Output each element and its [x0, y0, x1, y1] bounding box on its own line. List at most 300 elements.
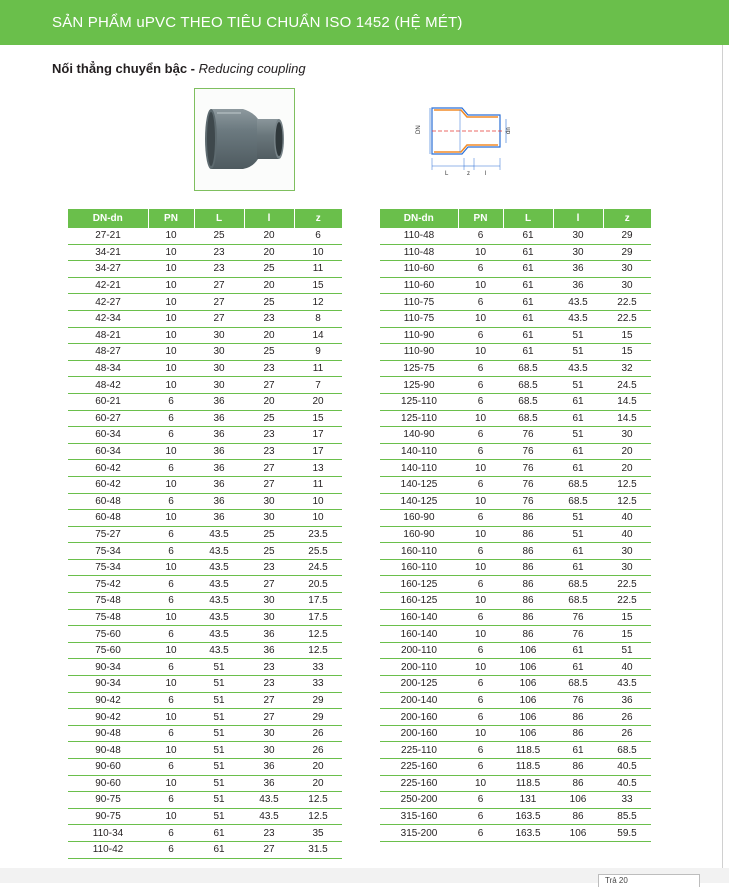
- cell-l: 43.5: [244, 808, 294, 825]
- cell-l: 86: [553, 725, 603, 742]
- cell-dn-dn: 110-48: [380, 244, 458, 261]
- cell-pn: 6: [148, 526, 194, 543]
- cell-l: 36: [553, 277, 603, 294]
- table-row: [68, 393, 342, 410]
- cell-l: 30: [244, 609, 294, 626]
- table-row: [380, 244, 651, 261]
- cell-l: 30: [244, 593, 294, 610]
- table-row: [380, 360, 651, 377]
- cell-pn: 6: [458, 742, 503, 759]
- cell-l: 106: [553, 825, 603, 842]
- cell-pn: 6: [148, 543, 194, 560]
- cell-dn-dn: 160-90: [380, 510, 458, 527]
- cell-z: 43.5: [603, 676, 651, 693]
- cell-L: 36: [194, 443, 244, 460]
- table-row: [68, 377, 342, 394]
- cell-z: 40.5: [603, 775, 651, 792]
- cell-l: 43.5: [553, 360, 603, 377]
- cell-l: 27: [244, 709, 294, 726]
- cell-pn: 10: [148, 310, 194, 327]
- cell-L: 76: [503, 476, 553, 493]
- cell-z: 15: [294, 277, 342, 294]
- cell-z: 12.5: [603, 476, 651, 493]
- cell-dn-dn: 225-160: [380, 775, 458, 792]
- table-row: [380, 327, 651, 344]
- cell-z: 20.5: [294, 576, 342, 593]
- table-row: [380, 759, 651, 776]
- cell-dn-dn: 110-75: [380, 310, 458, 327]
- cell-l: 51: [553, 344, 603, 361]
- cell-l: 20: [244, 228, 294, 244]
- table-row: [380, 493, 651, 510]
- cell-L: 86: [503, 543, 553, 560]
- cell-pn: 10: [148, 294, 194, 311]
- cell-dn-dn: 110-60: [380, 277, 458, 294]
- cell-pn: 10: [148, 476, 194, 493]
- cell-l: 36: [244, 626, 294, 643]
- cell-L: 23: [194, 261, 244, 278]
- cell-dn-dn: 75-42: [68, 576, 148, 593]
- cell-L: 43.5: [194, 626, 244, 643]
- label-DN: DN: [416, 125, 422, 134]
- cell-L: 118.5: [503, 775, 553, 792]
- cell-l: 61: [553, 742, 603, 759]
- cell-dn-dn: 60-34: [68, 443, 148, 460]
- cell-L: 106: [503, 725, 553, 742]
- product-name-en: Reducing coupling: [198, 61, 306, 76]
- cell-z: 33: [294, 676, 342, 693]
- cell-pn: 10: [148, 609, 194, 626]
- cell-dn-dn: 48-34: [68, 360, 148, 377]
- table-row: [380, 228, 651, 244]
- table-row: [380, 593, 651, 610]
- table-row: [68, 510, 342, 527]
- page-title: SẢN PHẨM uPVC THEO TIÊU CHUẨN ISO 1452 (HỆ MÉT): [52, 14, 463, 31]
- cell-L: 61: [503, 294, 553, 311]
- table-row: [380, 576, 651, 593]
- cell-z: 20: [603, 460, 651, 477]
- cell-dn-dn: 200-140: [380, 692, 458, 709]
- cell-l: 23: [244, 443, 294, 460]
- cell-dn-dn: 125-75: [380, 360, 458, 377]
- cell-z: 20: [294, 759, 342, 776]
- cell-dn-dn: 42-21: [68, 277, 148, 294]
- table-row: [380, 460, 651, 477]
- cell-L: 131: [503, 792, 553, 809]
- cell-pn: 10: [148, 559, 194, 576]
- cell-z: 68.5: [603, 742, 651, 759]
- cell-l: 86: [553, 808, 603, 825]
- cell-L: 51: [194, 775, 244, 792]
- cell-l: 61: [553, 543, 603, 560]
- cell-L: 61: [503, 244, 553, 261]
- cell-L: 86: [503, 510, 553, 527]
- cell-l: 86: [553, 775, 603, 792]
- cell-l: 43.5: [244, 792, 294, 809]
- cell-z: 29: [603, 228, 651, 244]
- cell-l: 86: [553, 709, 603, 726]
- cell-pn: 10: [458, 277, 503, 294]
- cell-z: 15: [603, 626, 651, 643]
- cell-l: 25: [244, 410, 294, 427]
- cell-z: 20: [294, 393, 342, 410]
- table-row: [68, 493, 342, 510]
- cell-pn: 6: [458, 510, 503, 527]
- cell-pn: 10: [458, 593, 503, 610]
- cell-l: 27: [244, 576, 294, 593]
- cell-L: 51: [194, 759, 244, 776]
- cell-l: 30: [553, 244, 603, 261]
- cell-L: 51: [194, 692, 244, 709]
- cell-L: 43.5: [194, 526, 244, 543]
- col-header-l: l: [244, 209, 294, 228]
- table-row: [380, 676, 651, 693]
- cell-z: 22.5: [603, 576, 651, 593]
- cell-L: 86: [503, 559, 553, 576]
- cell-l: 23: [244, 360, 294, 377]
- cell-dn-dn: 160-140: [380, 626, 458, 643]
- table-row: [380, 443, 651, 460]
- cell-pn: 6: [148, 576, 194, 593]
- cell-L: 106: [503, 692, 553, 709]
- cell-L: 30: [194, 344, 244, 361]
- cell-z: 31.5: [294, 841, 342, 858]
- product-name-vi: Nối thẳng chuyển bậc -: [52, 61, 199, 76]
- cell-z: 20: [603, 443, 651, 460]
- table-header-row: [380, 209, 651, 228]
- col-header-z: z: [603, 209, 651, 228]
- product-photo: [194, 88, 295, 191]
- table-row: [380, 377, 651, 394]
- cell-dn-dn: 90-60: [68, 759, 148, 776]
- cell-pn: 10: [148, 642, 194, 659]
- cell-pn: 6: [458, 709, 503, 726]
- cell-pn: 10: [148, 228, 194, 244]
- cell-z: 6: [294, 228, 342, 244]
- cell-z: 17.5: [294, 609, 342, 626]
- table-row: [68, 576, 342, 593]
- cell-l: 25: [244, 344, 294, 361]
- cell-l: 20: [244, 393, 294, 410]
- table-row: [380, 261, 651, 278]
- cell-dn-dn: 60-42: [68, 476, 148, 493]
- cell-dn-dn: 200-110: [380, 642, 458, 659]
- cell-z: 17.5: [294, 593, 342, 610]
- table-row: [68, 825, 342, 842]
- cell-l: 36: [553, 261, 603, 278]
- cell-pn: 10: [148, 742, 194, 759]
- cell-dn-dn: 42-27: [68, 294, 148, 311]
- cell-z: 10: [294, 510, 342, 527]
- cell-l: 43.5: [553, 294, 603, 311]
- cell-pn: 6: [148, 792, 194, 809]
- col-header-z: z: [294, 209, 342, 228]
- cell-pn: 10: [148, 360, 194, 377]
- cell-L: 106: [503, 676, 553, 693]
- cell-dn-dn: 75-34: [68, 543, 148, 560]
- cell-z: 36: [603, 692, 651, 709]
- cell-l: 25: [244, 294, 294, 311]
- cell-pn: 10: [148, 344, 194, 361]
- table-row: [68, 228, 342, 244]
- cell-dn-dn: 90-48: [68, 742, 148, 759]
- cell-dn-dn: 140-110: [380, 460, 458, 477]
- cell-pn: 6: [458, 825, 503, 842]
- label-z: z: [467, 171, 470, 177]
- cell-L: 43.5: [194, 593, 244, 610]
- col-header-l: l: [553, 209, 603, 228]
- cell-L: 27: [194, 277, 244, 294]
- cell-z: 35: [294, 825, 342, 842]
- table-row: [380, 659, 651, 676]
- cell-dn-dn: 140-125: [380, 476, 458, 493]
- cell-pn: 6: [148, 825, 194, 842]
- cell-pn: 6: [148, 725, 194, 742]
- cell-dn-dn: 225-110: [380, 742, 458, 759]
- cell-z: 11: [294, 476, 342, 493]
- table-row: [68, 294, 342, 311]
- cell-pn: 10: [148, 277, 194, 294]
- cell-z: 14.5: [603, 410, 651, 427]
- cell-dn-dn: 42-34: [68, 310, 148, 327]
- cell-dn-dn: 48-42: [68, 377, 148, 394]
- cell-z: 10: [294, 493, 342, 510]
- table-row: [68, 427, 342, 444]
- table-row: [380, 725, 651, 742]
- table-row: [68, 443, 342, 460]
- table-row: [68, 277, 342, 294]
- cell-pn: 6: [458, 792, 503, 809]
- cell-dn-dn: 250-200: [380, 792, 458, 809]
- cell-L: 27: [194, 310, 244, 327]
- cell-L: 43.5: [194, 609, 244, 626]
- table-row: [68, 609, 342, 626]
- cell-L: 51: [194, 676, 244, 693]
- cell-z: 30: [603, 261, 651, 278]
- cell-z: 33: [294, 659, 342, 676]
- cell-pn: 10: [148, 510, 194, 527]
- cell-pn: 10: [458, 725, 503, 742]
- cell-pn: 6: [458, 377, 503, 394]
- cell-L: 163.5: [503, 825, 553, 842]
- cell-L: 68.5: [503, 377, 553, 394]
- cell-dn-dn: 200-125: [380, 676, 458, 693]
- cell-L: 51: [194, 808, 244, 825]
- cell-z: 33: [603, 792, 651, 809]
- cell-pn: 6: [458, 427, 503, 444]
- cell-pn: 6: [458, 327, 503, 344]
- cell-z: 11: [294, 360, 342, 377]
- cell-l: 68.5: [553, 576, 603, 593]
- cell-z: 11: [294, 261, 342, 278]
- cell-z: 17: [294, 443, 342, 460]
- cell-pn: 10: [148, 377, 194, 394]
- cell-dn-dn: 160-90: [380, 526, 458, 543]
- cell-pn: 10: [458, 559, 503, 576]
- cell-l: 27: [244, 476, 294, 493]
- cell-l: 25: [244, 261, 294, 278]
- col-header-dn: DN-dn: [68, 209, 148, 228]
- table-row: [380, 410, 651, 427]
- cell-pn: 10: [458, 493, 503, 510]
- cell-l: 61: [553, 393, 603, 410]
- cell-L: 36: [194, 493, 244, 510]
- cell-L: 68.5: [503, 410, 553, 427]
- cell-z: 40: [603, 659, 651, 676]
- cell-z: 12.5: [294, 792, 342, 809]
- cell-z: 51: [603, 642, 651, 659]
- cell-L: 76: [503, 443, 553, 460]
- cell-L: 51: [194, 659, 244, 676]
- cell-pn: 6: [148, 841, 194, 858]
- cell-dn-dn: 75-60: [68, 642, 148, 659]
- cell-l: 68.5: [553, 676, 603, 693]
- cell-dn-dn: 160-110: [380, 543, 458, 560]
- page-edge-divider: [722, 45, 723, 883]
- table-row: [68, 725, 342, 742]
- cell-pn: 6: [148, 393, 194, 410]
- cell-dn-dn: 225-160: [380, 759, 458, 776]
- cell-dn-dn: 315-160: [380, 808, 458, 825]
- cell-l: 51: [553, 526, 603, 543]
- col-header-pn: PN: [148, 209, 194, 228]
- cell-z: 12.5: [294, 642, 342, 659]
- cell-z: 15: [294, 410, 342, 427]
- cell-pn: 10: [458, 244, 503, 261]
- cell-L: 36: [194, 460, 244, 477]
- table-row: [380, 692, 651, 709]
- cell-l: 68.5: [553, 476, 603, 493]
- table-row: [68, 360, 342, 377]
- cell-L: 61: [503, 228, 553, 244]
- cell-l: 76: [553, 609, 603, 626]
- cell-dn-dn: 315-200: [380, 825, 458, 842]
- cell-L: 106: [503, 709, 553, 726]
- cell-l: 76: [553, 692, 603, 709]
- cell-l: 30: [244, 510, 294, 527]
- col-header-dn: DN-dn: [380, 209, 458, 228]
- table-row: [380, 510, 651, 527]
- cell-dn-dn: 90-34: [68, 676, 148, 693]
- cell-pn: 6: [458, 443, 503, 460]
- cell-pn: 6: [458, 808, 503, 825]
- cell-z: 26: [294, 742, 342, 759]
- cell-pn: 6: [458, 393, 503, 410]
- cell-L: 43.5: [194, 642, 244, 659]
- cell-z: 14: [294, 327, 342, 344]
- cell-pn: 6: [458, 543, 503, 560]
- cell-z: 22.5: [603, 294, 651, 311]
- table-row: [68, 626, 342, 643]
- cell-l: 106: [553, 792, 603, 809]
- cell-dn-dn: 60-21: [68, 393, 148, 410]
- table-row: [380, 808, 651, 825]
- label-dn: dn: [506, 127, 512, 134]
- cell-dn-dn: 200-110: [380, 659, 458, 676]
- table-row: [380, 642, 651, 659]
- cell-l: 27: [244, 377, 294, 394]
- cell-l: 20: [244, 244, 294, 261]
- cell-dn-dn: 110-75: [380, 294, 458, 311]
- cell-dn-dn: 60-34: [68, 427, 148, 444]
- cell-dn-dn: 48-27: [68, 344, 148, 361]
- table-row: [68, 676, 342, 693]
- cell-dn-dn: 200-160: [380, 725, 458, 742]
- cell-z: 8: [294, 310, 342, 327]
- cell-z: 85.5: [603, 808, 651, 825]
- cell-z: 9: [294, 344, 342, 361]
- cell-pn: 6: [458, 759, 503, 776]
- cell-L: 86: [503, 576, 553, 593]
- cell-z: 13: [294, 460, 342, 477]
- cell-L: 76: [503, 460, 553, 477]
- cell-L: 61: [503, 277, 553, 294]
- cell-dn-dn: 90-42: [68, 709, 148, 726]
- col-header-L: L: [503, 209, 553, 228]
- table-row: [380, 310, 651, 327]
- table-row: [68, 742, 342, 759]
- cell-dn-dn: 200-160: [380, 709, 458, 726]
- cell-dn-dn: 110-34: [68, 825, 148, 842]
- table-row: [68, 476, 342, 493]
- cell-L: 25: [194, 228, 244, 244]
- cell-z: 30: [603, 559, 651, 576]
- cell-L: 43.5: [194, 559, 244, 576]
- cell-pn: 6: [148, 593, 194, 610]
- cell-L: 76: [503, 427, 553, 444]
- cell-dn-dn: 48-21: [68, 327, 148, 344]
- cell-l: 61: [553, 410, 603, 427]
- cell-z: 59.5: [603, 825, 651, 842]
- cell-dn-dn: 34-27: [68, 261, 148, 278]
- cell-z: 15: [603, 327, 651, 344]
- cell-pn: 6: [458, 692, 503, 709]
- cell-pn: 6: [148, 692, 194, 709]
- cell-l: 27: [244, 460, 294, 477]
- table-row: [68, 559, 342, 576]
- cell-l: 51: [553, 377, 603, 394]
- cell-z: 29: [294, 692, 342, 709]
- cell-z: 30: [603, 427, 651, 444]
- cell-L: 61: [503, 344, 553, 361]
- cell-pn: 10: [458, 626, 503, 643]
- cell-L: 36: [194, 427, 244, 444]
- cell-dn-dn: 75-34: [68, 559, 148, 576]
- table-row: [68, 261, 342, 278]
- cell-L: 106: [503, 659, 553, 676]
- cell-dn-dn: 90-75: [68, 792, 148, 809]
- cell-l: 61: [553, 642, 603, 659]
- cell-dn-dn: 125-110: [380, 393, 458, 410]
- table-row: [68, 460, 342, 477]
- cell-z: 29: [603, 244, 651, 261]
- cell-dn-dn: 160-110: [380, 559, 458, 576]
- table-row: [68, 526, 342, 543]
- table-row: [380, 775, 651, 792]
- cell-l: 61: [553, 460, 603, 477]
- cell-z: 23.5: [294, 526, 342, 543]
- cell-L: 30: [194, 327, 244, 344]
- cell-l: 68.5: [553, 593, 603, 610]
- cell-L: 51: [194, 725, 244, 742]
- cell-z: 7: [294, 377, 342, 394]
- cell-l: 23: [244, 427, 294, 444]
- cell-L: 86: [503, 593, 553, 610]
- table-row: [380, 742, 651, 759]
- cell-l: 23: [244, 659, 294, 676]
- cell-z: 15: [603, 609, 651, 626]
- cell-pn: 10: [148, 443, 194, 460]
